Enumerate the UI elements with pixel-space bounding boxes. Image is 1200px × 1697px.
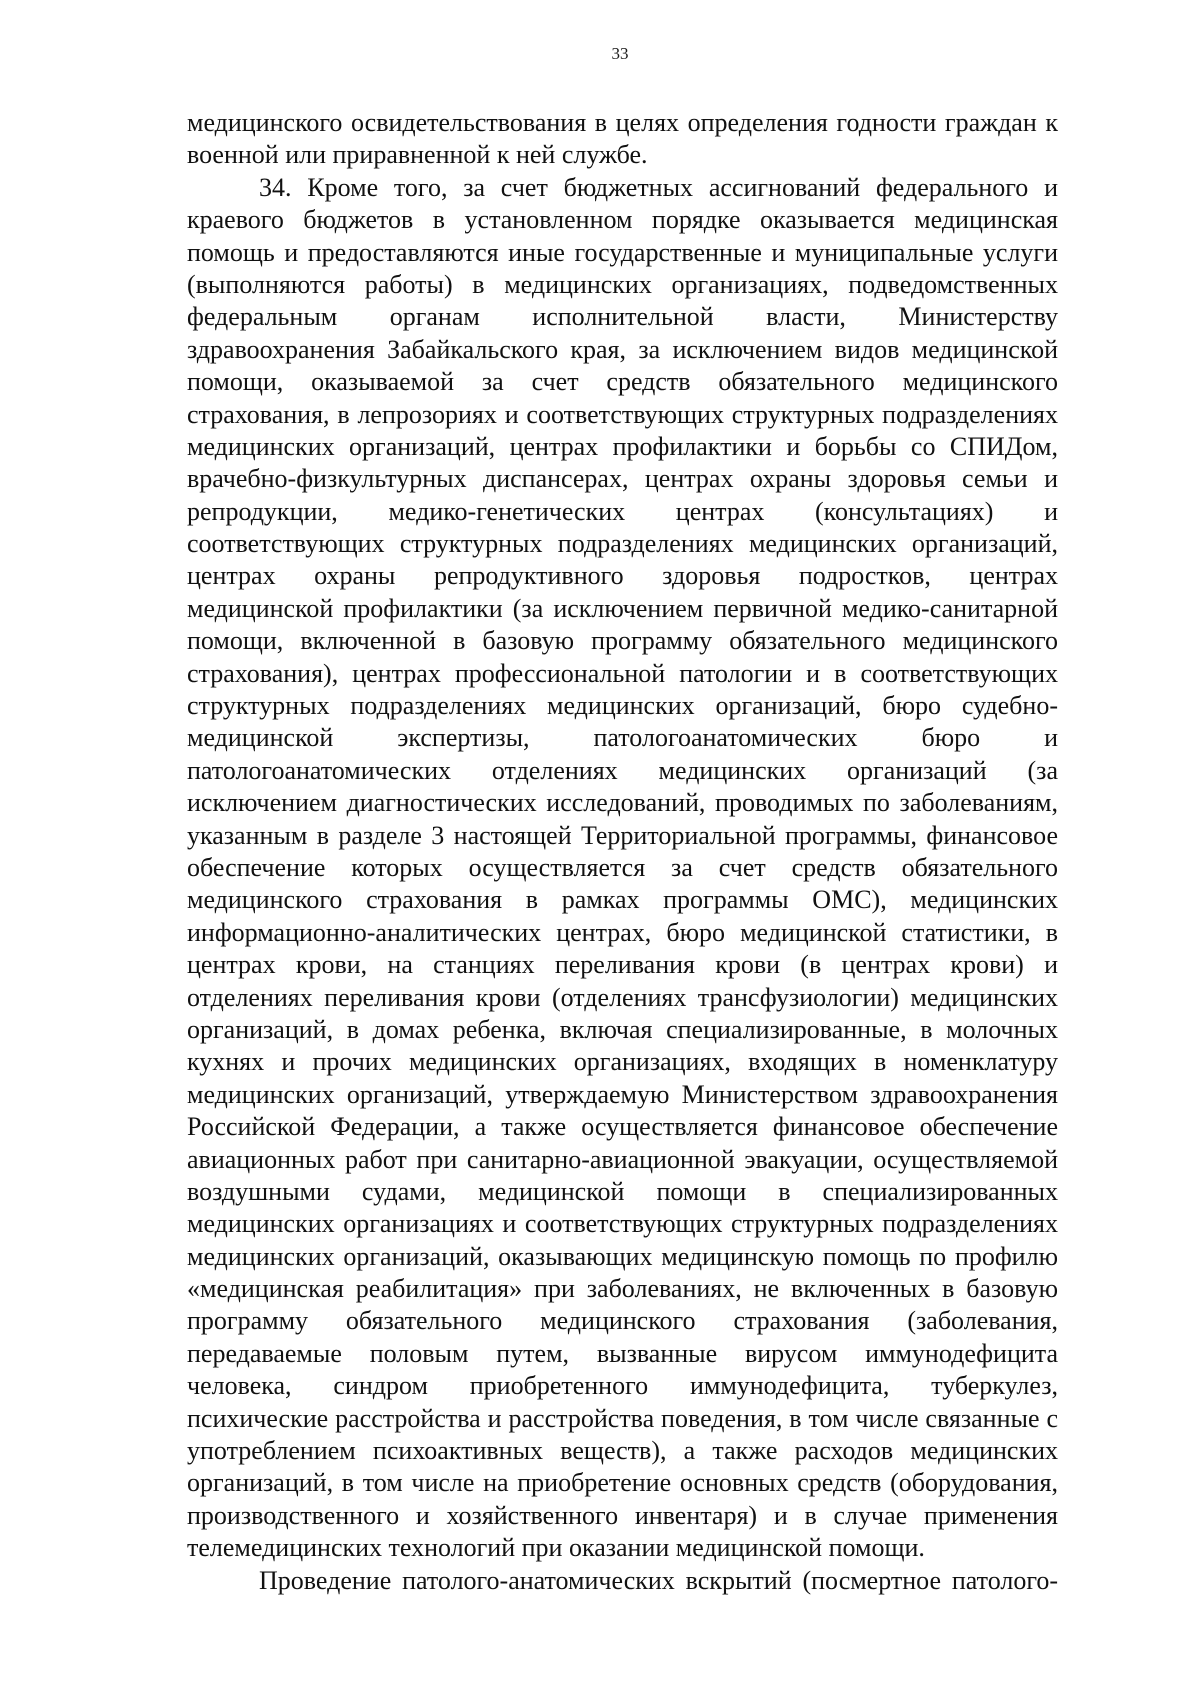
text-line: психические расстройства и расстройства поведения, в том числе связанные с (187, 1403, 1058, 1433)
text-line: передаваемые половым путем, вызванные вирусом иммунодефицита (187, 1338, 1058, 1368)
text-line: помощи, оказываемой за счет средств обязательного медицинского (187, 367, 1058, 397)
text-line: центрах охраны репродуктивного здоровья подростков, центрах (187, 561, 1058, 591)
text-line: Проведение патолого-анатомических вскрытий (посмертное патолого- (259, 1565, 1058, 1595)
text-line: структурных подразделениях медицинских организаций, бюро судебно- (187, 691, 1058, 721)
text-line: репродукции, медико-генетических центрах (консультациях) и (187, 496, 1058, 526)
text-line: медицинских организациях и соответствующих структурных подразделениях (187, 1209, 1058, 1239)
text-line: авиационных работ при санитарно-авиационной эвакуации, осуществляемой (187, 1144, 1058, 1174)
text-line: исключением диагностических исследований, проводимых по заболеваниям, (187, 788, 1058, 818)
text-line: человека, синдром приобретенного иммунодефицита, туберкулез, (187, 1371, 1058, 1401)
text-line: отделениях переливания крови (отделениях трансфузиологии) медицинских (187, 982, 1058, 1012)
text-line: медицинских организаций, утверждаемую Министерством здравоохранения (187, 1079, 1058, 1109)
text-line: телемедицинских технологий при оказании медицинской помощи. (187, 1533, 925, 1563)
text-line: здравоохранения Забайкальского края, за исключением видов медицинской (187, 334, 1058, 364)
text-line: организаций, в том числе на приобретение основных средств (оборудования, (187, 1468, 1058, 1498)
text-line: военной или приравненной к ней службе. (187, 140, 648, 170)
page-number: 33 (611, 44, 629, 63)
text-line: страхования, в лепрозориях и соответствующих структурных подразделениях (187, 399, 1058, 429)
text-line: указанным в разделе 3 настоящей Территориальной программы, финансовое (187, 820, 1058, 850)
text-line: медицинского освидетельствования в целях определения годности граждан к (187, 108, 1058, 137)
text-line: кухнях и прочих медицинских организациях, входящих в номенклатуру (187, 1047, 1058, 1077)
text-line: медицинской экспертизы, патологоанатомических бюро и (187, 723, 1058, 753)
text-line: патологоанатомических отделениях медицинских организаций (за (187, 755, 1058, 785)
text-line: программу обязательного медицинского страхования (заболевания, (187, 1306, 1058, 1336)
text-line: медицинского страхования в рамках программы ОМС), медицинских (187, 885, 1058, 915)
text-line: Российской Федерации, а также осуществляется финансовое обеспечение (187, 1112, 1058, 1142)
text-line: помощь и предоставляются иные государственные и муниципальные услуги (187, 237, 1058, 267)
document-body (187, 107, 1058, 1597)
text-line: страхования), центрах профессиональной патологии и в соответствующих (187, 658, 1058, 688)
text-line: медицинских организаций, центрах профилактики и борьбы со СПИДом, (187, 431, 1058, 461)
text-line: обеспечение которых осуществляется за счет средств обязательного (187, 852, 1058, 882)
text-line: употреблением психоактивных веществ), а также расходов медицинских (187, 1436, 1058, 1466)
text-line: информационно-аналитических центрах, бюро медицинской статистики, в (187, 917, 1058, 947)
text-line: 34. Кроме того, за счет бюджетных ассигнований федерального и (259, 172, 1058, 202)
text-line: медицинской профилактики (за исключением первичной медико-санитарной (187, 593, 1058, 623)
text-line: «медицинская реабилитация» при заболеваниях, не включенных в базовую (187, 1274, 1058, 1304)
text-line: врачебно-физкультурных диспансерах, центрах охраны здоровья семьи и (187, 464, 1058, 494)
text-line: (выполняются работы) в медицинских организациях, подведомственных (187, 269, 1058, 299)
text-line: помощи, включенной в базовую программу обязательного медицинского (187, 626, 1058, 656)
text-line: воздушными судами, медицинской помощи в специализированных (187, 1176, 1058, 1206)
text-line: организаций, в домах ребенка, включая специализированные, в молочных (187, 1014, 1058, 1044)
text-line: медицинских организаций, оказывающих медицинскую помощь по профилю (187, 1241, 1058, 1271)
text-line: федеральным органам исполнительной власти, Министерству (187, 302, 1058, 332)
text-line: соответствующих структурных подразделениях медицинских организаций, (187, 529, 1058, 559)
text-line: краевого бюджетов в установленном порядке оказывается медицинская (187, 205, 1058, 235)
text-line: производственного и хозяйственного инвентаря) и в случае применения (187, 1500, 1058, 1530)
text-line: центрах крови, на станциях переливания крови (в центрах крови) и (187, 950, 1058, 980)
